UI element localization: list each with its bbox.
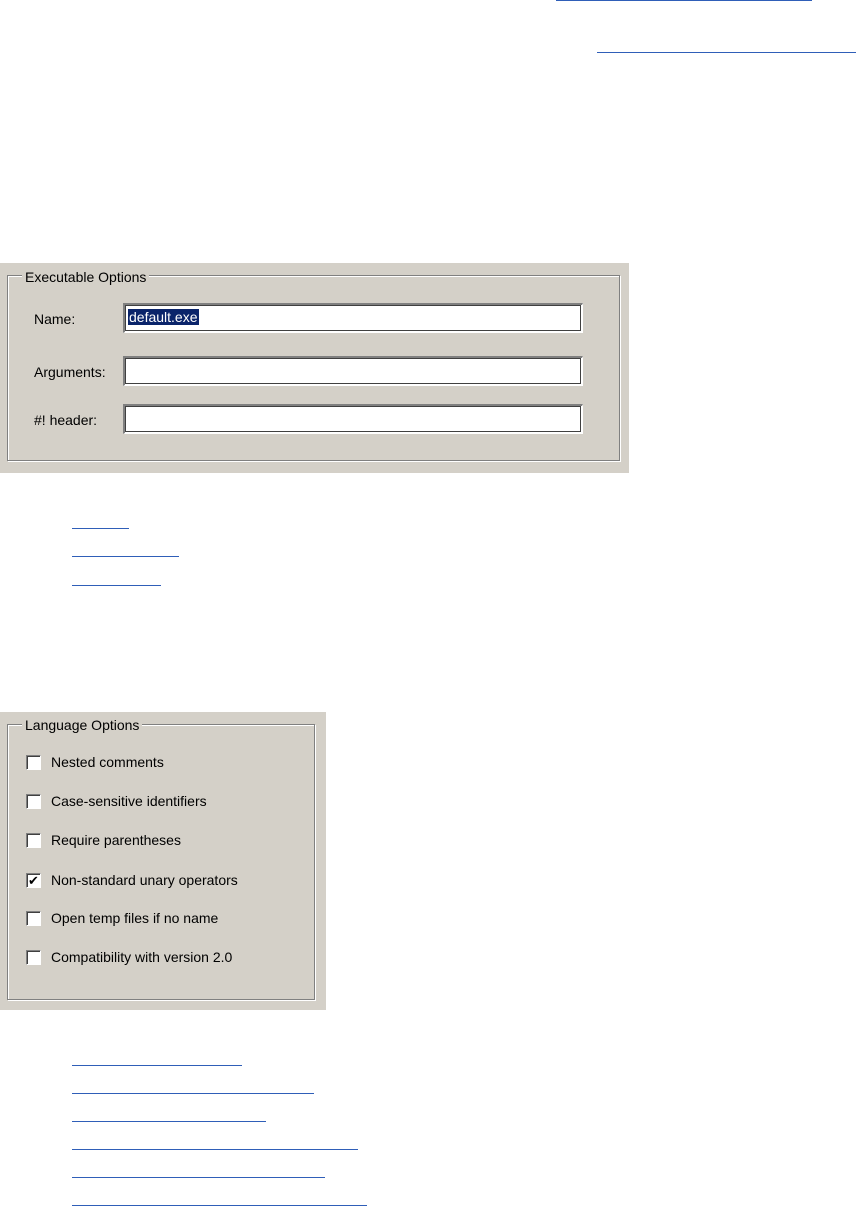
link-underline-lang-5[interactable] — [72, 1177, 325, 1178]
executable-options-panel — [0, 263, 629, 473]
checkbox-label: Case-sensitive identifiers — [51, 793, 207, 809]
checkbox-row-nested-comments[interactable] — [26, 754, 164, 770]
link-underline-top-2[interactable] — [597, 52, 856, 53]
checkbox-unary-operators[interactable] — [26, 873, 41, 888]
language-options-title: Language Options — [22, 717, 142, 733]
link-underline-lang-6[interactable] — [72, 1205, 367, 1206]
language-options-panel — [0, 712, 326, 1010]
link-underline-exe-2[interactable] — [72, 556, 179, 557]
link-underline-exe-3[interactable] — [72, 585, 161, 586]
link-underline-top-1[interactable] — [556, 0, 812, 1]
arguments-field[interactable] — [123, 356, 583, 386]
link-underline-exe-1[interactable] — [72, 528, 129, 529]
name-label: Name: — [34, 311, 76, 327]
checkbox-require-parentheses[interactable] — [26, 833, 41, 848]
link-underline-lang-1[interactable] — [72, 1065, 242, 1066]
link-underline-lang-4[interactable] — [72, 1149, 358, 1150]
checkbox-open-temp-files[interactable] — [26, 911, 41, 926]
check-icon: ✔ — [28, 872, 39, 888]
checkbox-row-case-sensitive[interactable] — [26, 793, 207, 809]
name-field-value: default.exe — [129, 309, 198, 325]
checkbox-row-compatibility[interactable] — [26, 949, 232, 965]
checkbox-case-sensitive[interactable] — [26, 794, 41, 809]
checkbox-label: Require parentheses — [51, 832, 181, 848]
checkbox-nested-comments[interactable] — [26, 755, 41, 770]
link-underline-lang-3[interactable] — [72, 1121, 266, 1122]
checkbox-label: Compatibility with version 2.0 — [51, 949, 233, 965]
checkbox-label: Nested comments — [51, 754, 164, 770]
checkbox-row-require-parentheses[interactable] — [26, 832, 181, 848]
checkbox-row-open-temp-files[interactable] — [26, 910, 218, 926]
checkbox-label: Open temp files if no name — [51, 910, 219, 926]
checkbox-row-unary-operators[interactable] — [26, 872, 238, 888]
checkbox-compatibility[interactable] — [26, 950, 41, 965]
checkbox-label: Non-standard unary operators — [51, 872, 238, 888]
link-underline-lang-2[interactable] — [72, 1093, 314, 1094]
header-field[interactable] — [123, 404, 583, 434]
executable-options-title: Executable Options — [22, 269, 149, 285]
name-field[interactable] — [123, 303, 583, 333]
arguments-label: Arguments: — [34, 364, 106, 380]
header-label: #! header: — [34, 412, 98, 428]
